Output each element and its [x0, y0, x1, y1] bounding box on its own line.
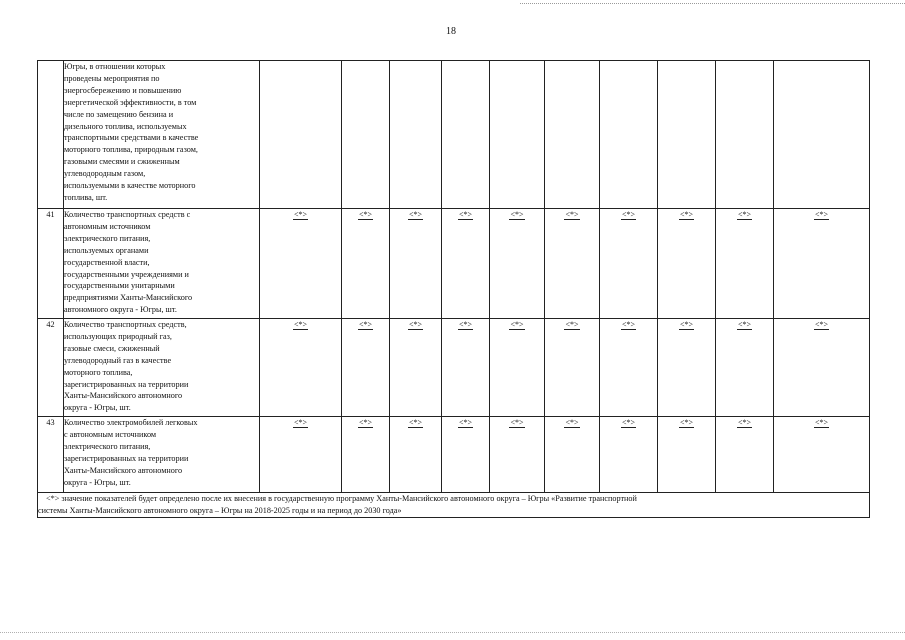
table-row	[38, 61, 870, 209]
value-cell	[716, 319, 774, 417]
table-row	[38, 209, 870, 319]
description-line: электрического питания,	[64, 233, 151, 243]
value-cell	[390, 209, 442, 319]
value-cell	[390, 61, 442, 209]
value-cell	[442, 61, 490, 209]
value-cell	[774, 209, 870, 319]
value-cell	[658, 319, 716, 417]
footnote-marker: <*>	[679, 320, 694, 329]
footnote-marker: <*>	[510, 320, 524, 329]
value-cell	[774, 319, 870, 417]
footnote-line-1: <*> значение показателей будет определено после их внесения в государственную программу Ханты-Мансийского автономного округа – Югры «Развитие транспортной	[46, 494, 637, 503]
value-cell	[600, 319, 658, 417]
description-line: проведены мероприятия по	[64, 73, 160, 83]
description-line: использующих природный газ,	[64, 331, 172, 341]
value-cell	[545, 209, 600, 319]
description-line: предприятиями Ханты-Мансийского	[64, 293, 193, 303]
footnote-marker: <*>	[358, 210, 373, 219]
footnote-marker: <*>	[458, 210, 473, 219]
row-number-cell: 42	[38, 319, 64, 417]
footnote-marker: <*>	[621, 210, 636, 219]
description-line: Количество транспортных средств,	[64, 320, 187, 329]
footnote-marker: <*>	[621, 418, 636, 427]
footnote-marker: <*>	[621, 320, 636, 329]
footnote-marker: <*>	[737, 418, 752, 427]
value-cell	[442, 417, 490, 493]
value-cell	[260, 61, 342, 209]
bottom-scan-line	[0, 632, 905, 634]
table-row	[38, 417, 870, 493]
description-line: газовые смеси, сжиженный	[64, 343, 160, 353]
value-cell	[774, 61, 870, 209]
value-cell	[342, 61, 390, 209]
value-cell	[442, 319, 490, 417]
value-cell	[658, 209, 716, 319]
value-cell	[390, 417, 442, 493]
description-line: Ханты-Мансийского автономного	[64, 391, 183, 401]
footnote-marker: <*>	[565, 320, 579, 329]
footnote-marker: <*>	[679, 418, 694, 427]
description-line: числе по замещению бензина и	[64, 109, 174, 119]
value-cell	[260, 417, 342, 493]
footnote-marker: <*>	[293, 418, 308, 427]
value-cell	[490, 61, 545, 209]
value-cell	[260, 319, 342, 417]
indicator-description-cell	[64, 61, 260, 209]
footnote-marker: <*>	[408, 210, 423, 219]
description-line: транспортными средствами в качестве	[64, 133, 199, 143]
footnote-line-2: системы Ханты-Мансийского автономного округа – Югры на 2018-2025 годы и на период до 2030 года»	[38, 505, 402, 515]
row-number-cell: 41	[38, 209, 64, 319]
description-line: моторного топлива, природным газом,	[64, 145, 198, 155]
footnote-marker: <*>	[814, 210, 829, 219]
value-cell	[342, 209, 390, 319]
value-cell	[716, 61, 774, 209]
description-line: государственными учреждениями и	[64, 269, 189, 279]
row-number-cell	[38, 61, 64, 209]
description-line: газовыми смесями и сжиженным	[64, 157, 180, 167]
footnote-marker: <*>	[510, 210, 524, 219]
footnote-marker: <*>	[510, 418, 524, 427]
description-line: зарегистрированных на территории	[64, 379, 189, 389]
value-cell	[716, 209, 774, 319]
value-cell	[600, 417, 658, 493]
footnote-marker: <*>	[293, 320, 308, 329]
description-line: используемых органами	[64, 245, 149, 255]
indicator-description-cell	[64, 209, 260, 319]
value-cell	[774, 417, 870, 493]
description-line: с автономным источником	[64, 429, 157, 439]
value-cell	[545, 417, 600, 493]
table-row	[38, 319, 870, 417]
table-body	[38, 61, 870, 493]
footnote-marker: <*>	[737, 320, 752, 329]
footnote-cell	[38, 493, 870, 518]
footnote-marker: <*>	[565, 418, 579, 427]
indicator-table	[37, 60, 870, 518]
page-number: 18	[446, 26, 456, 37]
footnote-marker: <*>	[358, 418, 373, 427]
footnote-marker: <*>	[408, 418, 423, 427]
indicator-description-cell	[64, 319, 260, 417]
description-line: энергосбережению и повышению	[64, 85, 182, 95]
footnote-marker: <*>	[408, 320, 423, 329]
indicator-description-cell	[64, 417, 260, 493]
value-cell	[545, 319, 600, 417]
description-line: дизельного топлива, используемых	[64, 121, 187, 131]
description-line: электрического питания,	[64, 441, 151, 451]
value-cell	[600, 61, 658, 209]
footnote-marker: <*>	[458, 418, 473, 427]
footnote-marker: <*>	[293, 210, 308, 219]
description-line: автономного округа - Югры, шт.	[64, 305, 177, 315]
value-cell	[716, 417, 774, 493]
value-cell	[390, 319, 442, 417]
description-line: государственной власти,	[64, 257, 150, 267]
description-line: Количество транспортных средств с	[64, 210, 191, 219]
footnote-row	[38, 493, 870, 518]
value-cell	[342, 417, 390, 493]
description-line: зарегистрированных на территории	[64, 453, 189, 463]
footnote-marker: <*>	[814, 320, 829, 329]
description-line: государственными унитарными	[64, 281, 175, 291]
value-cell	[545, 61, 600, 209]
description-line: углеводородный газ в качестве	[64, 355, 172, 365]
description-line: автономным источником	[64, 221, 151, 231]
description-line: топлива, шт.	[64, 192, 108, 202]
footnote-marker: <*>	[737, 210, 752, 219]
footnote-marker: <*>	[814, 418, 829, 427]
value-cell	[442, 209, 490, 319]
value-cell	[490, 209, 545, 319]
description-line: округа - Югры, шт.	[64, 477, 131, 487]
description-line: округа - Югры, шт.	[64, 403, 131, 413]
footnote-marker: <*>	[458, 320, 473, 329]
value-cell	[600, 209, 658, 319]
value-cell	[260, 209, 342, 319]
footnote-marker: <*>	[358, 320, 373, 329]
value-cell	[490, 417, 545, 493]
value-cell	[658, 417, 716, 493]
value-cell	[342, 319, 390, 417]
row-number-cell: 43	[38, 417, 64, 493]
description-line: углеводородным газом,	[64, 169, 146, 179]
description-line: моторного топлива,	[64, 367, 133, 377]
footnote-marker: <*>	[565, 210, 579, 219]
description-line: Югры, в отношении которых	[64, 62, 166, 71]
top-scan-line	[520, 3, 905, 5]
description-line: энергетической эффективности, в том	[64, 97, 197, 107]
footnote-marker: <*>	[679, 210, 694, 219]
description-line: Ханты-Мансийского автономного	[64, 465, 183, 475]
value-cell	[490, 319, 545, 417]
value-cell	[658, 61, 716, 209]
description-line: Количество электромобилей легковых	[64, 418, 198, 427]
description-line: используемыми в качестве моторного	[64, 181, 196, 191]
